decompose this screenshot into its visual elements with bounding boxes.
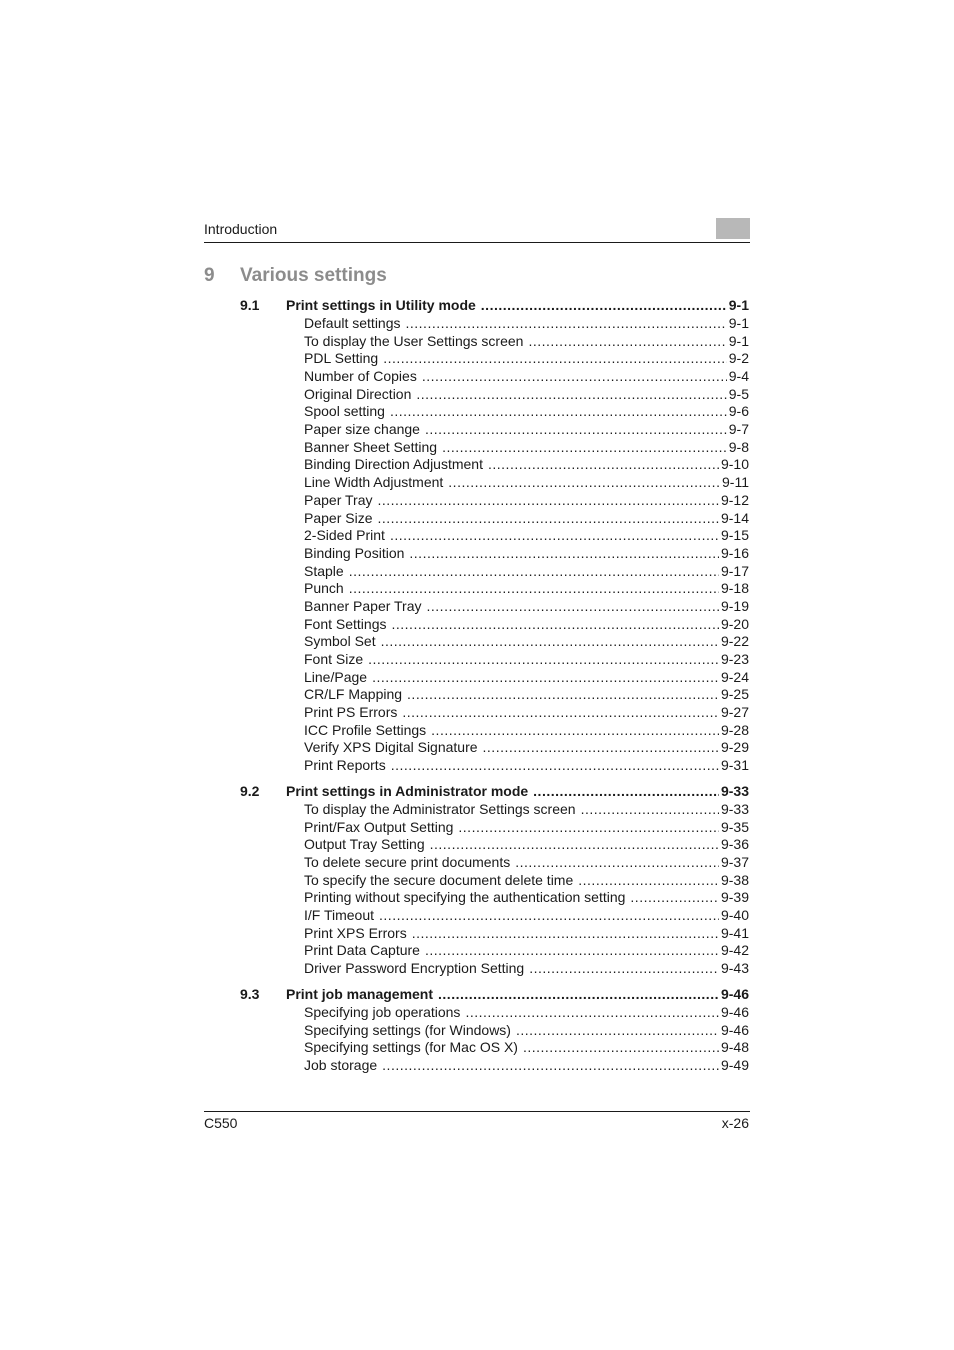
dot-leader <box>529 959 719 977</box>
toc-entry-page: 9-11 <box>722 474 749 491</box>
toc-entry-page: 9-15 <box>720 527 749 544</box>
toc-entry-title: Line/Page <box>304 668 368 685</box>
toc-entry-title: Specifying settings (for Windows) <box>304 1021 511 1038</box>
chapter-number: 9 <box>204 265 215 286</box>
toc-entry[interactable] <box>304 544 749 562</box>
header-tab-marker <box>716 218 750 239</box>
toc-entry-title: Banner Sheet Setting <box>304 438 438 455</box>
toc-entry-page: 9-8 <box>728 438 749 455</box>
toc-section-page: 9-33 <box>720 783 749 799</box>
toc-entry[interactable] <box>304 314 749 332</box>
toc-entry[interactable] <box>304 721 749 739</box>
toc-entry-title: Line Width Adjustment <box>304 474 444 491</box>
toc-entry[interactable] <box>304 1003 749 1021</box>
toc-entry-page: 9-38 <box>720 871 749 888</box>
toc-entry-title: Job storage <box>304 1057 378 1073</box>
dot-leader <box>431 721 719 739</box>
toc-entry[interactable] <box>304 579 749 597</box>
toc-entry[interactable] <box>304 438 749 456</box>
toc-entry[interactable] <box>304 871 749 889</box>
toc-entry[interactable] <box>304 818 749 836</box>
toc-entry-page: 9-2 <box>728 350 749 367</box>
toc-entry-title: Print Reports <box>304 757 386 773</box>
toc-entry-title: ICC Profile Settings <box>304 721 427 738</box>
toc-entry-title: Font Settings <box>304 615 387 632</box>
toc-entry-page: 9-35 <box>720 818 749 835</box>
toc-entry-page: 9-48 <box>720 1039 749 1056</box>
dot-leader <box>515 853 719 871</box>
toc-entry-page: 9-6 <box>728 403 749 420</box>
dot-leader <box>442 438 727 456</box>
toc-entry[interactable] <box>304 853 749 871</box>
toc-entry-page: 9-18 <box>720 580 749 597</box>
dot-leader <box>427 597 719 615</box>
toc-entry[interactable] <box>304 491 749 509</box>
toc-entry-title: Default settings <box>304 315 401 331</box>
toc-entry[interactable] <box>304 800 749 818</box>
toc-section-9-3[interactable] <box>240 985 749 1003</box>
dot-leader <box>368 650 719 668</box>
dot-leader <box>630 888 719 906</box>
dot-leader <box>377 491 718 509</box>
toc-section-title: Print settings in Utility mode <box>286 297 476 313</box>
toc-entry-title: Output Tray Setting <box>304 836 425 853</box>
dot-leader <box>381 632 719 650</box>
toc-entry-title: Paper size change <box>304 421 420 438</box>
toc-entry[interactable] <box>304 924 749 942</box>
toc-entry-title: Print XPS Errors <box>304 924 407 941</box>
dot-leader <box>528 332 726 350</box>
dot-leader <box>349 579 719 597</box>
toc-entry-title: To display the Administrator Settings screen <box>304 801 576 817</box>
toc-entry[interactable] <box>304 615 749 633</box>
toc-entry-title: Print PS Errors <box>304 704 398 720</box>
toc-entry-page: 9-20 <box>720 615 749 632</box>
toc-entry-title: Punch <box>304 580 344 597</box>
toc-entry-page: 9-16 <box>720 544 749 561</box>
toc-entry-title: Banner Paper Tray <box>304 597 422 614</box>
toc-entry-title: To delete secure print documents <box>304 854 511 870</box>
toc-entry-title: Verify XPS Digital Signature <box>304 739 478 756</box>
toc-entry-page: 9-31 <box>720 757 749 773</box>
dot-leader <box>392 615 719 633</box>
toc-section-number: 9.1 <box>240 297 260 313</box>
header-divider <box>204 242 750 243</box>
dot-leader <box>412 924 719 942</box>
toc-entry[interactable] <box>304 473 749 491</box>
chapter-title: Various settings <box>240 265 387 286</box>
toc-entry-title: Font Size <box>304 650 364 667</box>
dot-leader <box>407 685 719 703</box>
toc-entry-page: 9-17 <box>720 562 749 579</box>
dot-leader <box>416 385 726 403</box>
toc-entry-page: 9-46 <box>720 1021 749 1038</box>
toc-entry-page: 9-46 <box>720 1004 749 1020</box>
dot-leader <box>379 906 719 924</box>
dot-leader <box>390 526 719 544</box>
toc-entry[interactable] <box>304 835 749 853</box>
toc-entry-page: 9-4 <box>728 368 749 384</box>
toc-entry[interactable] <box>304 332 749 350</box>
toc-entry-page: 9-49 <box>720 1057 749 1073</box>
toc-entry-page: 9-28 <box>720 721 749 738</box>
toc-entry-title: Binding Direction Adjustment <box>304 456 483 473</box>
toc-entry[interactable] <box>304 632 749 650</box>
dot-leader <box>581 800 719 818</box>
dot-leader <box>383 349 727 367</box>
toc-entry-page: 9-1 <box>728 315 749 331</box>
dot-leader <box>458 818 719 836</box>
toc-entry[interactable] <box>304 509 749 527</box>
toc-entry-title: Staple <box>304 562 344 579</box>
toc-entry-page: 9-41 <box>720 924 749 941</box>
dot-leader <box>409 544 719 562</box>
toc-entry-title: Spool setting <box>304 403 385 420</box>
dot-leader <box>422 367 727 385</box>
toc-entry[interactable] <box>304 906 749 924</box>
toc-section-number: 9.3 <box>240 986 260 1002</box>
toc-entry-page: 9-27 <box>720 704 749 720</box>
toc-entry-title: To display the User Settings screen <box>304 332 524 349</box>
toc-entry-page: 9-23 <box>720 650 749 667</box>
toc-entry[interactable] <box>304 349 749 367</box>
running-header-title: Introduction <box>204 221 278 237</box>
toc-entry[interactable] <box>304 959 749 977</box>
dot-leader <box>448 473 720 491</box>
toc-section-number: 9.2 <box>240 783 260 799</box>
footer-page-number: x-26 <box>721 1115 749 1131</box>
toc-entry-page: 9-43 <box>720 960 749 977</box>
toc-entry-page: 9-37 <box>720 854 749 870</box>
toc-section-page: 9-46 <box>720 986 749 1002</box>
dot-leader <box>372 668 719 686</box>
toc-entry[interactable] <box>304 1056 749 1074</box>
toc-entry-page: 9-24 <box>720 668 749 685</box>
toc-entry[interactable] <box>304 562 749 580</box>
toc-entry[interactable] <box>304 703 749 721</box>
dot-leader <box>465 1003 719 1021</box>
toc-entry-page: 9-1 <box>728 332 749 349</box>
footer-divider <box>204 1111 750 1112</box>
dot-leader <box>516 1021 719 1039</box>
toc-entry[interactable] <box>304 597 749 615</box>
toc-entry-page: 9-33 <box>720 801 749 817</box>
toc-entry[interactable] <box>304 756 749 774</box>
dot-leader <box>533 782 719 800</box>
toc-entry-title: PDL Setting <box>304 350 379 367</box>
toc-entry[interactable] <box>304 385 749 403</box>
toc-entry[interactable] <box>304 402 749 420</box>
toc-entry-page: 9-5 <box>728 385 749 402</box>
toc-entry-title: Specifying job operations <box>304 1004 461 1020</box>
toc-entry-title: Printing without specifying the authentication setting <box>304 889 626 906</box>
toc-entry-title: Specifying settings (for Mac OS X) <box>304 1039 518 1056</box>
dot-leader <box>425 941 719 959</box>
toc-entry-title: 2-Sided Print <box>304 527 385 544</box>
toc-entry-title: Paper Tray <box>304 491 373 508</box>
toc-entry-page: 9-42 <box>720 942 749 959</box>
dot-leader <box>483 738 719 756</box>
toc-entry-page: 9-14 <box>720 509 749 526</box>
dot-leader <box>578 871 719 889</box>
toc-entry-title: Print Data Capture <box>304 942 420 959</box>
toc-entry-page: 9-25 <box>720 686 749 703</box>
toc-entry-title: Print/Fax Output Setting <box>304 818 454 835</box>
toc-entry-title: Number of Copies <box>304 368 417 384</box>
toc-entry-title: Binding Position <box>304 544 405 561</box>
toc-section-title: Print job management <box>286 986 434 1002</box>
toc-entry-title: CR/LF Mapping <box>304 686 403 703</box>
toc-entry[interactable] <box>304 888 749 906</box>
toc-entry-title: I/F Timeout <box>304 907 375 924</box>
toc-entry[interactable] <box>304 1021 749 1039</box>
toc-entry[interactable] <box>304 526 749 544</box>
toc-section-9-2[interactable] <box>240 782 749 800</box>
dot-leader <box>481 296 727 314</box>
toc-section-title: Print settings in Administrator mode <box>286 783 529 799</box>
toc-entry[interactable] <box>304 420 749 438</box>
toc-entry-page: 9-29 <box>720 739 749 756</box>
dot-leader <box>382 1056 719 1074</box>
toc-entry-page: 9-12 <box>720 491 749 508</box>
dot-leader <box>488 455 719 473</box>
toc-entry-page: 9-22 <box>720 633 749 650</box>
toc-entry[interactable] <box>304 650 749 668</box>
dot-leader <box>390 402 727 420</box>
toc-entry[interactable] <box>304 367 749 385</box>
dot-leader <box>402 703 719 721</box>
toc-entry-title: Original Direction <box>304 385 412 402</box>
dot-leader <box>349 562 719 580</box>
toc-entry[interactable] <box>304 685 749 703</box>
toc-entry-title: Symbol Set <box>304 633 376 650</box>
toc-entry-page: 9-39 <box>720 889 749 906</box>
toc-entry-page: 9-10 <box>720 456 749 473</box>
toc-entry[interactable] <box>304 738 749 756</box>
toc-section-9-1[interactable] <box>240 296 749 314</box>
dot-leader <box>438 985 719 1003</box>
toc-entry-page: 9-36 <box>720 836 749 853</box>
toc-entry-title: Paper Size <box>304 509 373 526</box>
dot-leader <box>523 1038 719 1056</box>
dot-leader <box>430 835 719 853</box>
chapter-heading <box>204 264 387 288</box>
toc-entry[interactable] <box>304 455 749 473</box>
dot-leader <box>391 756 719 774</box>
toc-entry-title: Driver Password Encryption Setting <box>304 960 525 977</box>
dot-leader <box>377 509 718 527</box>
toc-section-page: 9-1 <box>728 297 749 313</box>
toc-entry-page: 9-40 <box>720 907 749 924</box>
footer-model-name: C550 <box>204 1115 238 1131</box>
dot-leader <box>406 314 727 332</box>
toc-entry[interactable] <box>304 1038 749 1056</box>
toc-entry-page: 9-7 <box>728 421 749 438</box>
dot-leader <box>425 420 727 438</box>
toc-entry[interactable] <box>304 668 749 686</box>
toc-entry-title: To specify the secure document delete time <box>304 871 574 888</box>
toc-entry-page: 9-19 <box>720 597 749 614</box>
toc-entry[interactable] <box>304 941 749 959</box>
